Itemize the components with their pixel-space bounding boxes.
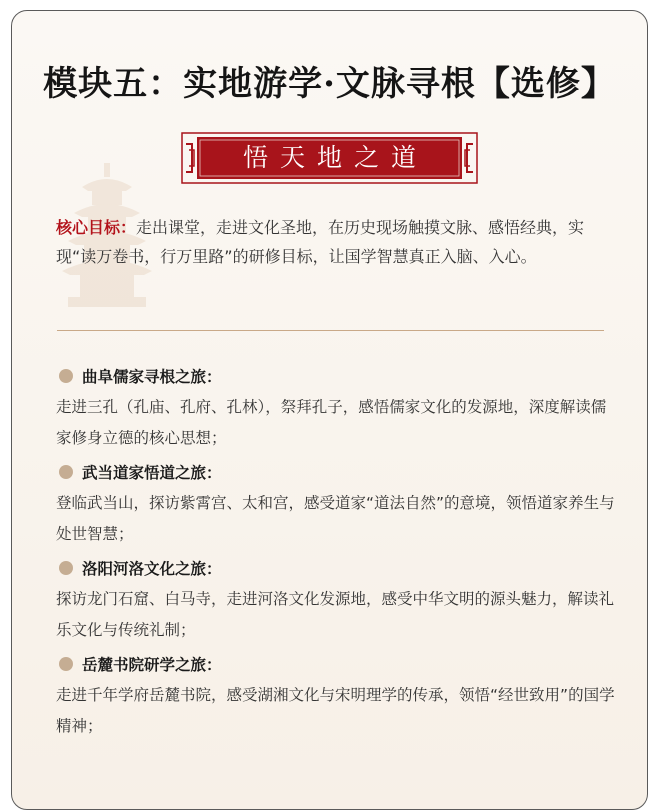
trip-title: 洛阳河洛文化之旅：: [82, 560, 222, 578]
section-divider: [57, 330, 604, 331]
section-banner: [181, 132, 478, 184]
list-item: [56, 556, 616, 646]
trip-list: [56, 364, 616, 748]
bullet-dot-icon: [59, 561, 73, 575]
trip-title: 武当道家悟道之旅：: [82, 464, 222, 482]
core-goal-label: 核心目标：: [56, 218, 137, 237]
page-title: 模块五：实地游学·文脉寻根【选修】: [43, 64, 616, 104]
list-item: [56, 364, 616, 454]
core-goal-text: 走出课堂，走进文化圣地，在历史现场触摸文脉、感悟经典，实现“读万卷书，行万里路”的研修目标，让国学智慧真正入脑、入心。: [56, 218, 585, 266]
bullet-dot-icon: [59, 657, 73, 671]
trip-description: 走进三孔（孔庙、孔府、孔林），祭拜孔子，感悟儒家文化的发源地，深度解读儒家修身立德的核心思想；: [56, 398, 607, 447]
trip-description: 登临武当山，探访紫霄宫、太和宫，感受道家“道法自然”的意境，领悟道家养生与处世智慧；: [56, 494, 615, 543]
trip-description: 走进千年学府岳麓书院，感受湖湘文化与宋明理学的传承，领悟“经世致用”的国学精神；: [56, 686, 615, 735]
trip-description: 探访龙门石窟、白马寺，走进河洛文化发源地，感受中华文明的源头魅力，解读礼乐文化与传统礼制；: [56, 590, 615, 639]
trip-title: 岳麓书院研学之旅：: [82, 656, 222, 674]
bullet-dot-icon: [59, 369, 73, 383]
banner-title: 悟天地之道: [242, 143, 428, 172]
bullet-dot-icon: [59, 465, 73, 479]
trip-title: 曲阜儒家寻根之旅：: [82, 368, 222, 386]
list-item: [56, 652, 616, 742]
list-item: [56, 460, 616, 550]
core-goal: [56, 213, 606, 271]
